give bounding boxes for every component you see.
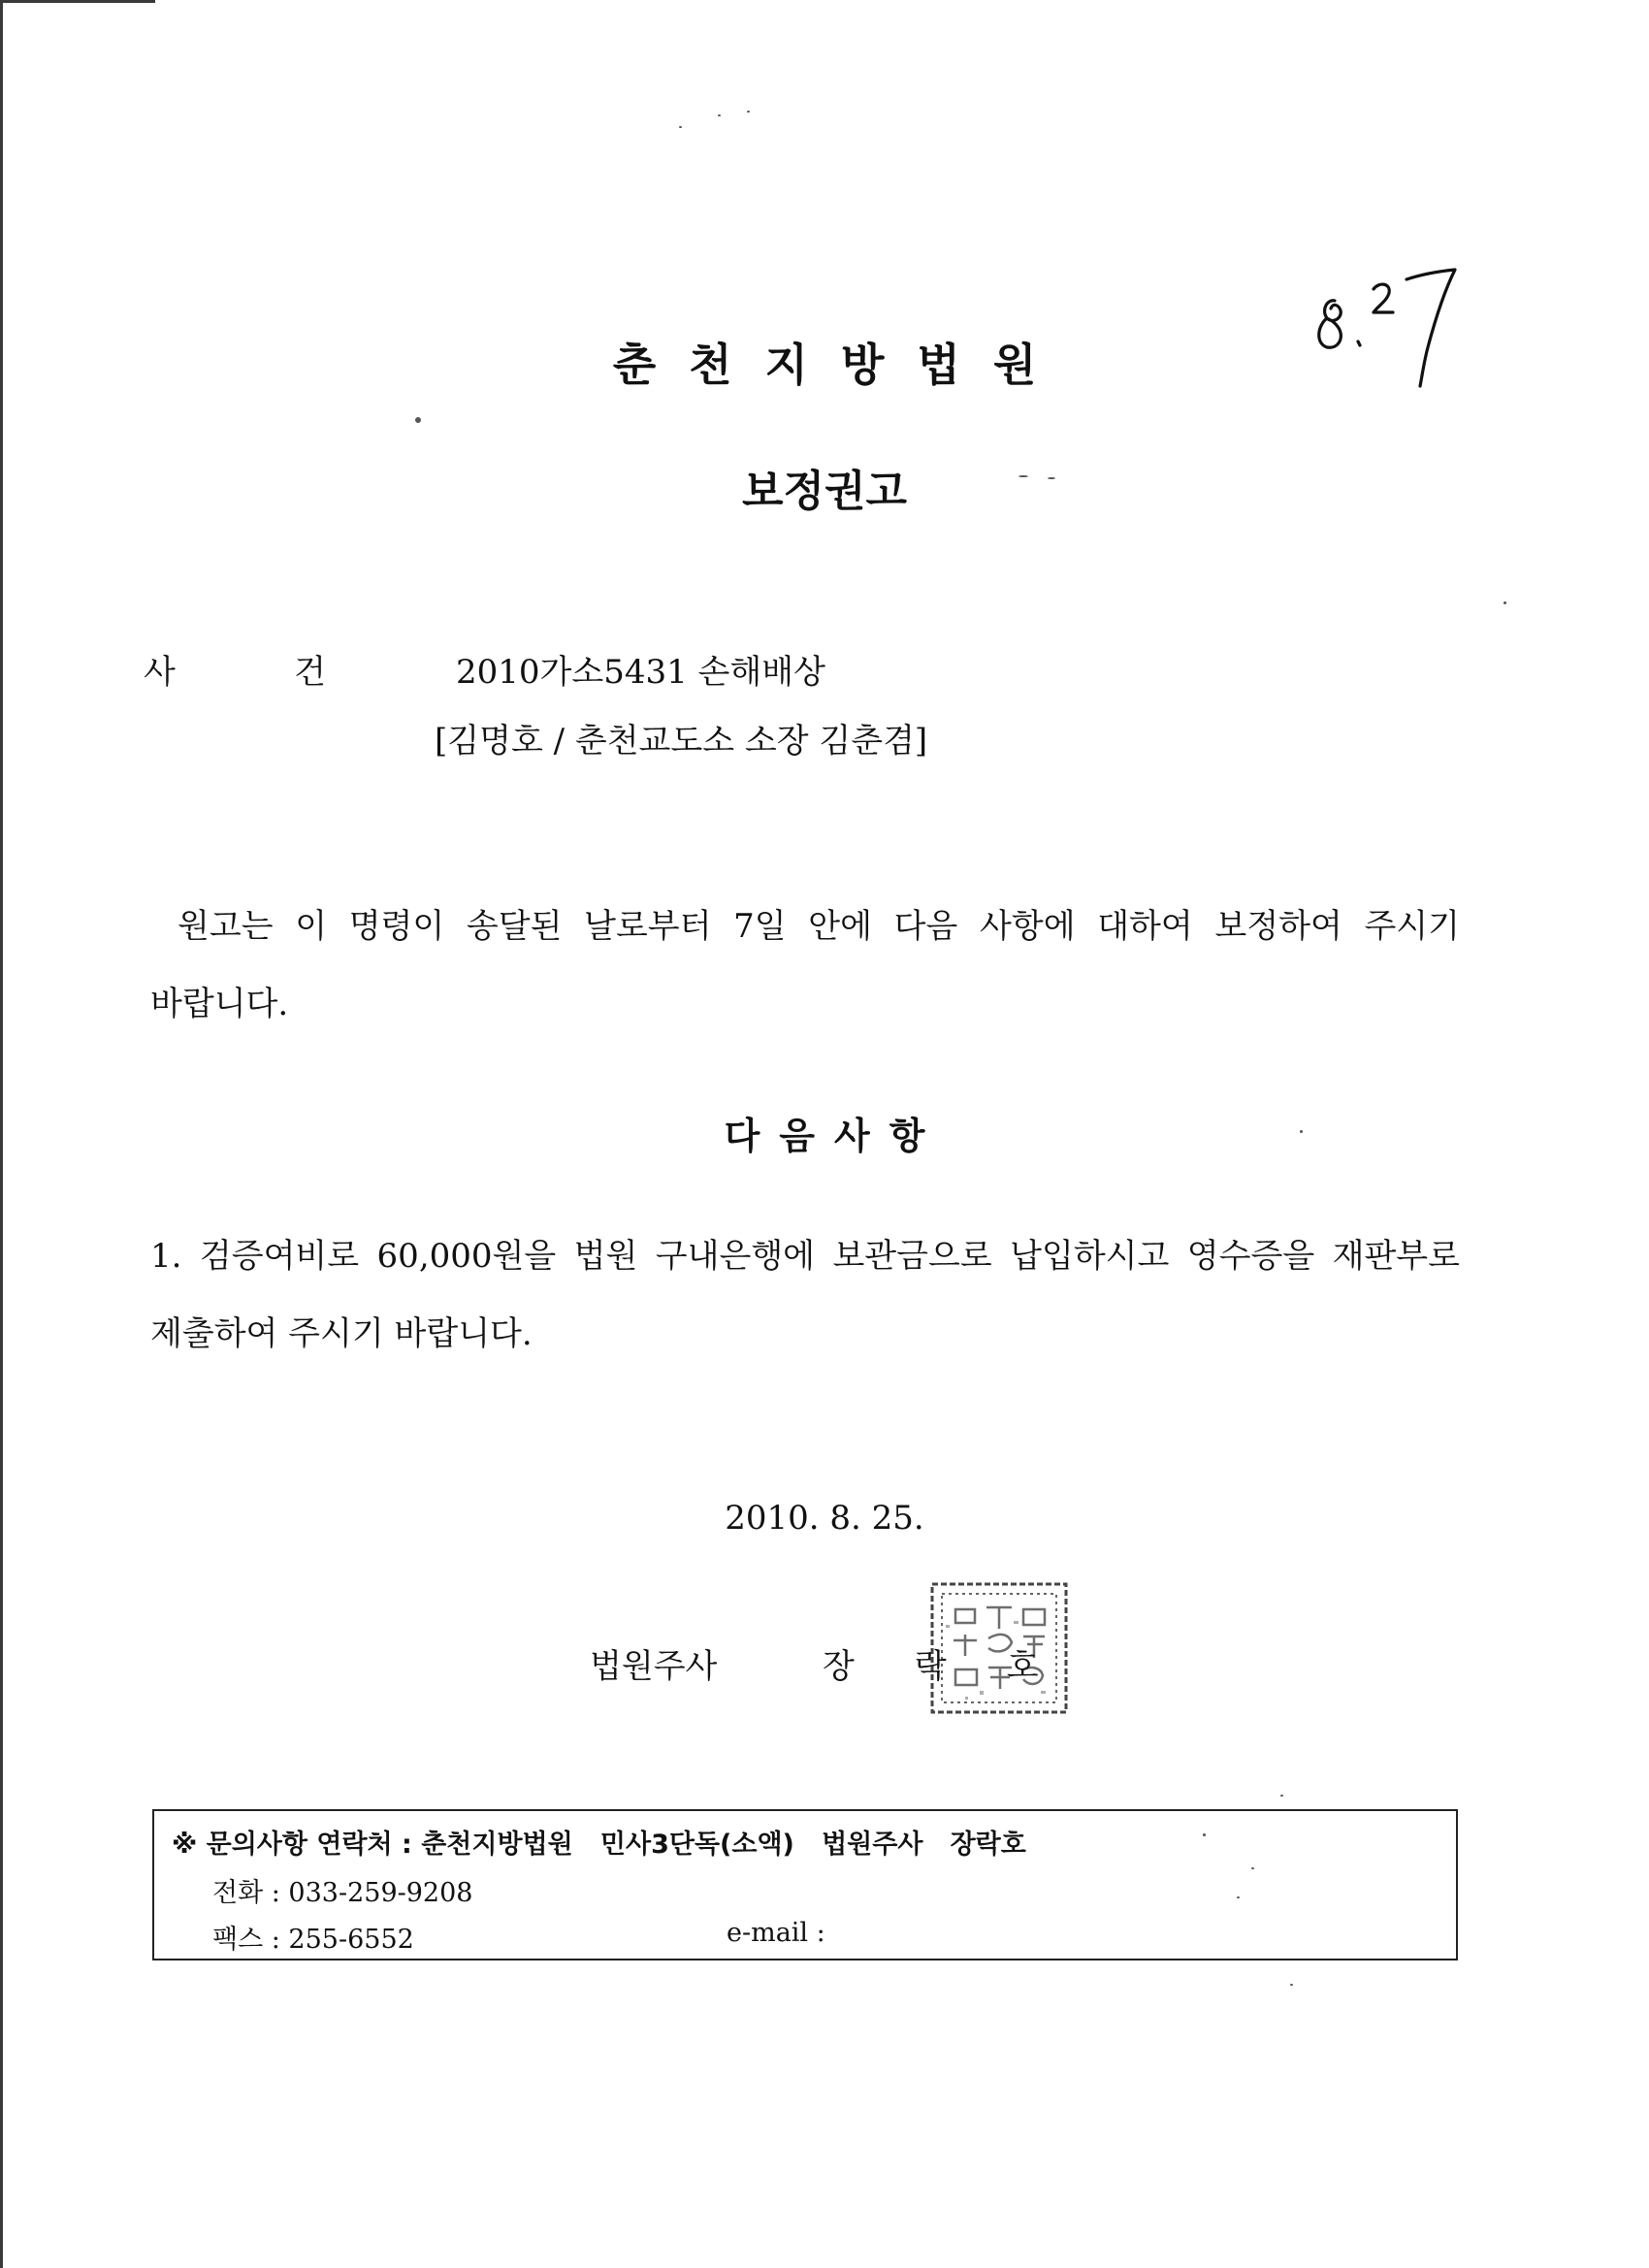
scan-speck	[415, 417, 421, 423]
contact-heading: ※ 문의사항 연락처 : 춘천지방법원 민사3단독(소액) 법원주사 장락호	[172, 1830, 1026, 1860]
item-line-1: 1. 검증여비로 60,000원을 법원 구내은행에 보관금으로 납입하시고 영수증을 재판부로	[150, 1237, 1460, 1276]
order-line-2: 바랍니다.	[150, 985, 289, 1023]
contact-info-box	[152, 1809, 1458, 1960]
section-heading: 다음사항	[724, 1115, 945, 1157]
scan-speck	[1280, 1795, 1283, 1797]
case-number: 2010가소5431 손해배상	[456, 653, 825, 692]
document-title: 보정권고	[741, 467, 907, 516]
court-name: 춘천지방법원	[612, 339, 1070, 391]
scan-edge-top	[0, 0, 155, 3]
case-label-char-2: 건	[294, 653, 326, 692]
case-parties: [김명호 / 춘천교도소 소장 김춘겸]	[435, 722, 928, 761]
contact-fax: 팩스 : 255-6552	[212, 1925, 414, 1955]
scan-speck	[747, 111, 750, 113]
order-paragraph	[150, 888, 1460, 1043]
signer-name: 장락호	[823, 1647, 1099, 1686]
case-label	[144, 645, 338, 693]
item-line-2: 제출하여 주시기 바랍니다.	[150, 1314, 533, 1353]
scan-speck	[718, 114, 721, 116]
scan-speck	[1504, 601, 1506, 604]
scan-speck	[679, 126, 682, 128]
document-date: 2010. 8. 25.	[725, 1499, 924, 1538]
contact-email: e-mail :	[727, 1918, 825, 1948]
scan-speck	[1290, 1984, 1293, 1986]
case-label-char-1: 사	[144, 653, 176, 692]
contact-phone: 전화 : 033-259-9208	[212, 1878, 473, 1908]
item-paragraph	[150, 1217, 1460, 1373]
order-line-1: 원고는 이 명령이 송달된 날로부터 7일 안에 다음 사항에 대하여 보정하여 주시기	[178, 907, 1460, 946]
signer-title: 법원주사	[590, 1647, 718, 1686]
